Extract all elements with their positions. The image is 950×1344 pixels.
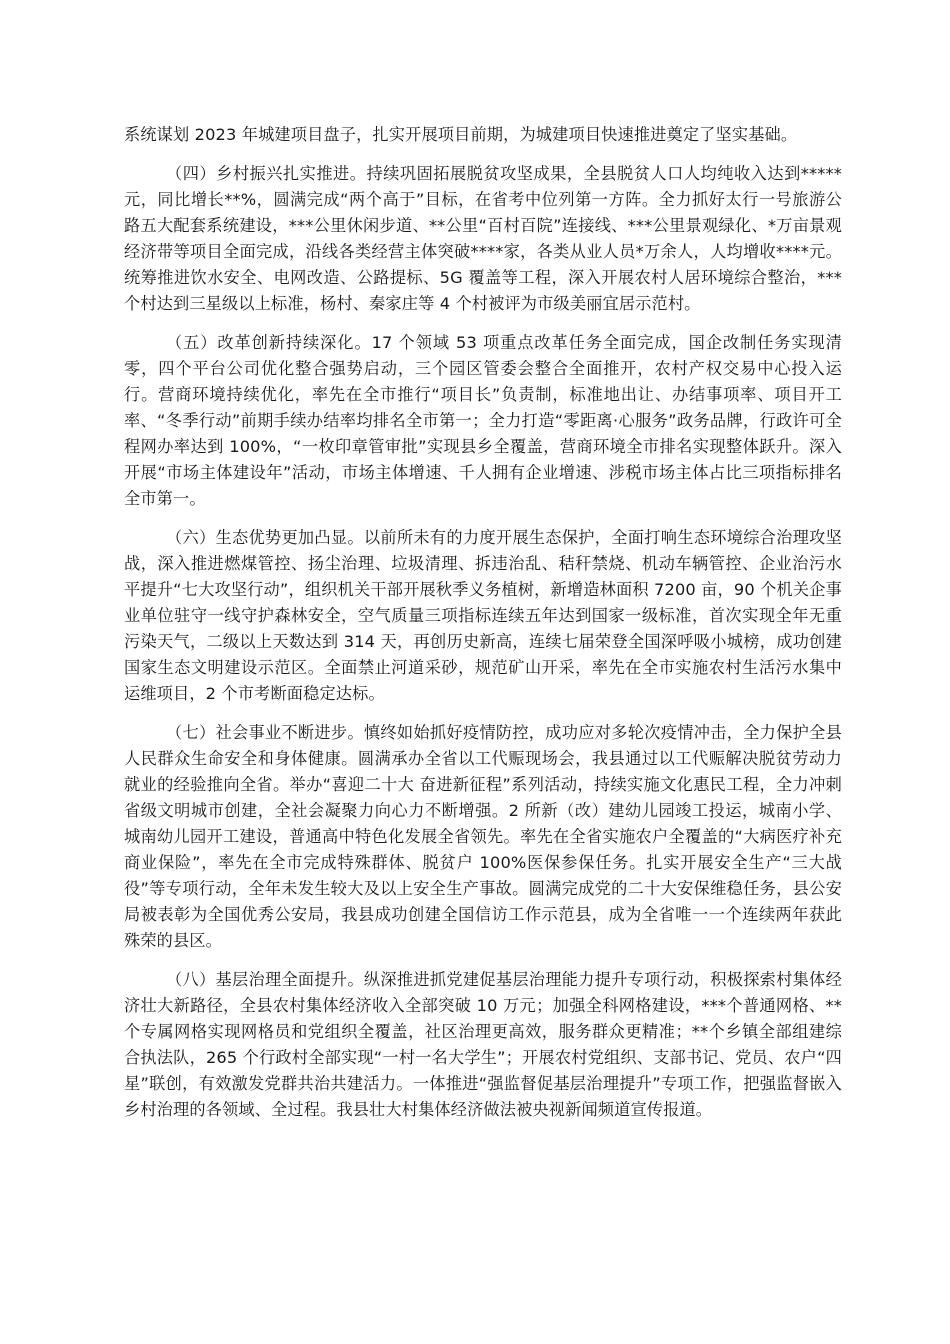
paragraph-reform-innovation: （五）改革创新持续深化。17 个领域 53 项重点改革任务全面完成，国企改制任务实现清零，四个平台公司优化整合强势启动，三个园区管委会整合全面推开，农村产权交易中心投入运行。营商环境持续优化，率先在全市推行“项目长”负责制，标准地出让、办结事项率、项目开工率、“冬季行动”前期手续办结率均排名全市第一；全力打造“零距离·心服务”政务品牌，行政许可全程网办率达到 100%，“一枚印章管审批”实现县乡全覆盖，营商环境全市排名实现整体跃升。深入开展“市场主体建设年”活动，市场主体增速、千人拥有企业增速、涉税市场主体占比三项指标排名全市第一。 (124, 333, 842, 508)
document-body (124, 122, 842, 1136)
paragraph-grassroots-governance: （八）基层治理全面提升。纵深推进抓党建促基层治理能力提升专项行动，积极探索村集体经济壮大新路径，全县农村集体经济收入全部突破 10 万元；加强全科网格建设，***个普通网格、**个专属网格实现网格员和党组织全覆盖，社区治理更高效，服务群众更精准；**个乡镇全部组建综合执法队，265 个行政村全部实现“一村一名大学生”；开展农村党组织、支部书记、党员、农户“四星”联创，有效激发党群共治共建活力。一体推进“强监督促基层治理提升”专项工作，把强监督嵌入乡村治理的各领域、全过程。我县壮大村集体经济做法被央视新闻频道宣传报道。 (124, 970, 842, 1119)
paragraph-ecology: （六）生态优势更加凸显。以前所未有的力度开展生态保护，全面打响生态环境综合治理攻坚战，深入推进燃煤管控、扬尘治理、垃圾清理、拆违治乱、秸秆禁烧、机动车辆管控、企业治污水平提升“七大攻坚行动”，组织机关干部开展秋季义务植树，新增造林面积 7200 亩，90 个机关企事业单位驻守一线守护森林安全，空气质量三项指标连续五年达到国家一级标准，首次实现全年无重污染天气，二级以上天数达到 314 天，再创历史新高，连续七届荣登全国深呼吸小城榜，成功创建国家生态文明建设示范区。全面禁止河道采砂，规范矿山开采，率先在全市实施农村生活污水集中运维项目，2 个市考断面稳定达标。 (124, 528, 842, 703)
paragraph-continuation: 系统谋划 2023 年城建项目盘子，扎实开展项目前期，为城建项目快速推进奠定了坚实基础。 (124, 125, 798, 144)
paragraph-social-affairs: （七）社会事业不断进步。慎终如始抓好疫情防控，成功应对多轮次疫情冲击，全力保护全县人民群众生命安全和身体健康。圆满承办全省以工代赈现场会，我县通过以工代赈解决脱贫劳动力就业的经验推向全省。举办“喜迎二十大 奋进新征程”系列活动，持续实施文化惠民工程，全力冲刺省级文明城市创建，全社会凝聚力向心力不断增强。2 所新（改）建幼儿园竣工投运，城南小学、城南幼儿园开工建设，普通高中特色化发展全省领先。率先在全省实施农户全覆盖的“大病医疗补充商业保险”，率先在全市完成特殊群体、脱贫户 100%医保参保任务。扎实开展安全生产“三大战役”等专项行动，全年未发生较大及以上安全生产事故。圆满完成党的二十大安保维稳任务，县公安局被表彰为全国优秀公安局，我县成功创建全国信访工作示范县，成为全省唯一一个连续两年获此殊荣的县区。 (124, 723, 842, 950)
paragraph-rural-revitalization: （四）乡村振兴扎实推进。持续巩固拓展脱贫攻坚成果，全县脱贫人口人均纯收入达到*****元，同比增长**%，圆满完成“两个高于”目标，在省考中位列第一方阵。全力抓好太行一号旅游公路五大配套系统建设，***公里休闲步道、**公里“百村百院”连接线、***公里景观绿化、*万亩景观经济带等项目全面完成，沿线各类经营主体突破****家，各类从业人员*万余人，人均增收****元。统筹推进饮水安全、电网改造、公路提标、5G 覆盖等工程，深入开展农村人居环境综合整治，***个村达到三星级以上标准，杨村、秦家庄等 4 个村被评为市级美丽宜居示范村。 (124, 164, 842, 313)
